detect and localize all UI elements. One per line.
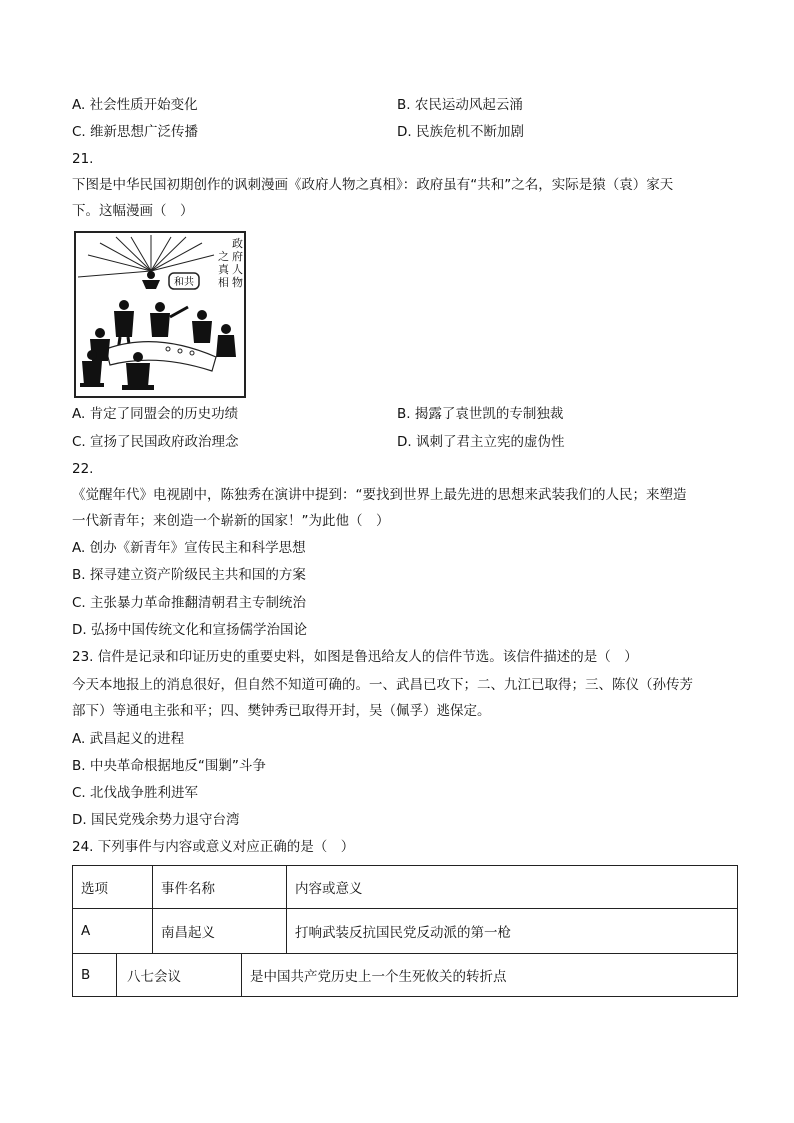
table-header-row [72,865,738,909]
header-content: 内容或意义 [286,865,738,909]
table-row [72,908,738,954]
q23-quote-line1: 今天本地报上的消息很好，但自然不知道可确的。一、武昌已攻下；二、九江已取得；三、陈仪（孙传芳 [72,677,693,693]
q22-option-a: A. 创办《新青年》宣传民主和科学思想 [72,540,306,556]
q21-option-b: B. 揭露了袁世凯的专制独裁 [397,406,564,422]
q22-stem-line2: 一代新青年；来创造一个崭新的国家！”为此他（ ） [72,513,390,529]
q23-option-d: D. 国民党残余势力退守台湾 [72,812,240,828]
q23-quote-line2: 部下）等通电主张和平；四、樊钟秀已取得开封，吴（佩孚）逃保定。 [72,703,491,719]
q20-option-b: B. 农民运动风起云涌 [397,97,523,113]
satirical-cartoon-image [74,231,246,398]
q23-stem: 23. 信件是记录和印证历史的重要史料，如图是鲁迅给友人的信件节选。该信件描述的是（ ） [72,649,638,665]
q24-stem: 24. 下列事件与内容或意义对应正确的是（ ） [72,839,355,855]
q21-stem-line1: 下图是中华民国初期创作的讽刺漫画《政府人物之真相》：政府虽有“共和”之名，实际是猿（袁）家天 [72,177,674,193]
q22-stem-line1: 《觉醒年代》电视剧中，陈独秀在演讲中提到：“要找到世界上最先进的思想来武装我们的人民；来塑造 [72,487,687,503]
row-b-event: 八七会议 [116,953,242,997]
table-row [72,953,738,997]
q23-option-b: B. 中央革命根据地反“围剿”斗争 [72,758,266,774]
q23-option-a: A. 武昌起义的进程 [72,731,185,747]
row-a-event: 南昌起义 [152,908,287,954]
q22-option-d: D. 弘扬中国传统文化和宣扬儒学治国论 [72,622,307,638]
q22-option-b: B. 探寻建立资产阶级民主共和国的方案 [72,567,306,583]
q21-option-c: C. 宣扬了民国政府政治理念 [72,434,239,450]
q23-option-c: C. 北伐战争胜利进军 [72,785,199,801]
row-a-content: 打响武装反抗国民党反动派的第一枪 [286,908,738,954]
row-b-option: B [72,953,117,997]
q21-stem-line2: 下。这幅漫画（ ） [72,203,194,219]
row-a-option: A [72,908,153,954]
svg-text:和共: 和共 [174,277,194,288]
q22-number: 22. [72,461,94,477]
q20-option-c: C. 维新思想广泛传播 [72,124,199,140]
svg-text:政 府 人 物: 政 府 人 物 之 真 相 [218,237,243,289]
row-b-content: 是中国共产党历史上一个生死攸关的转折点 [241,953,738,997]
q21-option-d: D. 讽刺了君主立宪的虚伪性 [397,434,565,450]
header-option: 选项 [72,865,153,909]
q20-option-a: A. 社会性质开始变化 [72,97,198,113]
q21-number: 21. [72,151,94,167]
q22-option-c: C. 主张暴力革命推翻清朝君主专制统治 [72,595,307,611]
header-event: 事件名称 [152,865,287,909]
q20-option-d: D. 民族危机不断加剧 [397,124,524,140]
q21-option-a: A. 肯定了同盟会的历史功绩 [72,406,239,422]
